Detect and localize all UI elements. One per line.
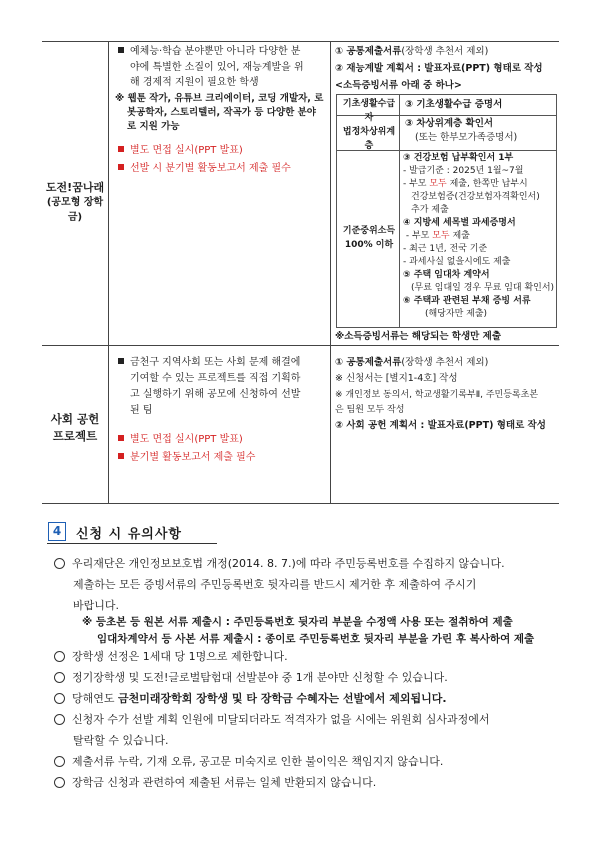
notice-item: 제출서류 누락, 기재 오류, 공고문 미숙지로 인한 불이익은 책임지지 않습니다.	[54, 751, 443, 772]
doc-footer-note: ※소득증빙서류는 해당되는 학생만 제출	[335, 331, 501, 342]
sub-content: ③ 기초생활수급 증명서	[405, 99, 503, 110]
notice-reference: ※ 등초본 등 원본 서류 제출시 : 주민등록번호 뒷자리 부분을 수정액 사용 또는 절취하여 제출	[82, 616, 513, 628]
sub-content: ③ 차상위계층 확인서 (또는 한부모가족증명서)	[405, 118, 518, 143]
circle-bullet-icon	[54, 777, 65, 788]
square-bullet-icon	[118, 358, 124, 364]
circle-bullet-icon	[54, 558, 65, 569]
notice-item-cont: 바랍니다.	[73, 599, 120, 612]
bullet-item: 예체능·학습 분야뿐만 아니라 다양한 분 야에 특별한 소질이 있어, 재능계발을 위 해 경제적 지원이 필요한 학생	[118, 44, 326, 91]
notice-item: 신청자 수가 선발 계획 인원에 미달되더라도 적격자가 없을 시에는 위원회 심사과정에서	[54, 709, 490, 730]
bullet-item-red: 별도 면접 실시(PPT 발표)	[118, 143, 326, 159]
square-bullet-icon	[118, 47, 124, 53]
circle-bullet-icon	[54, 714, 65, 725]
reference-note: ※ 웹툰 작가, 유튜브 크리에이터, 코딩 개발자, 로 봇공학자, 스토리텔러, 작곡가 등 다양한 분야 로 지원 가능	[115, 93, 324, 132]
category-dream	[42, 180, 108, 225]
circle-bullet-icon	[54, 693, 65, 704]
bullet-item-red: 별도 면접 실시(PPT 발표)	[118, 432, 326, 448]
bullet-item-red: 선발 시 분기별 활동보고서 제출 필수	[118, 161, 326, 177]
square-bullet-icon	[118, 453, 124, 459]
doc-line: ① 공통제출서류(장학생 추천서 제외)	[335, 357, 489, 368]
doc-line: ※ 개인정보 동의서, 학교생활기록부Ⅱ, 주민등록초본	[335, 390, 539, 400]
sub-label: 법정차상위계층	[342, 127, 396, 151]
notice-item-cont: 제출하는 모든 증빙서류의 주민등록번호 뒷자리를 반드시 제거한 후 제출하여 주시기	[73, 578, 477, 591]
doc-line: <소득증빙서류 아래 중 하나>	[335, 80, 462, 91]
doc-line: ② 사회 공헌 계획서 : 발표자료(PPT) 형태로 작성	[335, 420, 546, 431]
bullet-item-red: 분기별 활동보고서 제출 필수	[118, 450, 326, 466]
category-subtitle: (공모형 장학금)	[46, 197, 104, 223]
income-proof-table	[336, 94, 557, 328]
bullet-item: 금천구 지역사회 또는 사회 문제 해결에 기여할 수 있는 프로젝트를 직접 기획하 고 실행하기 위해 공모에 신청하여 선발 된 팀	[118, 355, 326, 419]
sub-label: 기준중위소득 100% 이하	[342, 226, 396, 250]
square-bullet-icon	[118, 146, 124, 152]
circle-bullet-icon	[54, 756, 65, 767]
table-bottom-border	[42, 503, 559, 504]
doc-line: ② 재능계발 계획서 : 발표자료(PPT) 형태로 작성	[335, 63, 543, 74]
category-title: 도전!꿈나래	[45, 181, 105, 194]
table-col-divider-1	[108, 41, 109, 504]
table-col-divider-2	[330, 41, 331, 504]
square-bullet-icon	[118, 164, 124, 170]
notice-item: 당해연도 금천미래장학회 장학생 및 타 장학금 수혜자는 선발에서 제외됩니다.	[54, 688, 447, 709]
sub-table-divider	[399, 95, 400, 327]
doc-line: 은 팀원 모두 작성	[335, 405, 405, 415]
sub-label: 기초생활수급자	[342, 99, 396, 123]
category-subtitle: 프로젝트	[52, 429, 98, 443]
square-bullet-icon	[118, 435, 124, 441]
circle-bullet-icon	[54, 672, 65, 683]
section-underline	[47, 543, 217, 544]
table-row-divider	[42, 345, 559, 346]
section-number: 4	[48, 522, 66, 541]
doc-line: ※ 신청서는 [별지1-4호] 작성	[335, 373, 458, 384]
notice-item: 정기장학생 및 도전!글로벌탐험대 선발분야 중 1개 분야만 신청할 수 있습니다.	[54, 667, 448, 688]
notice-item: 장학금 신청과 관련하여 제출된 서류는 일체 반환되지 않습니다.	[54, 772, 376, 793]
sub-content: ③ 건강보험 납부확인서 1부 - 발급기준 : 2025년 1월~7월 - 부모 모두 제출, 한쪽만 납부시 건강보험증(건강보험자격확인서) 추가 제출 ④ 지방세 세목별 과세증명서 - 부모 모두 제출 - 최근 1년, 전국 기준 - 과세사실 없을시에도 제출 ⑤ 주택 임대차 계약서 (무료 임대일 경우 무료 임대 확인서) ⑥ 주택과 관련된 부채 증빙 서류 (해당자만 제출)	[403, 153, 555, 319]
table-top-border	[42, 41, 559, 42]
section-title: 신청 시 유의사항	[76, 527, 182, 542]
notice-item-cont: 탈락할 수 있습니다.	[73, 734, 169, 747]
category-social	[42, 411, 108, 445]
doc-line: ① 공통제출서류(장학생 추천서 제외)	[335, 46, 489, 57]
circle-bullet-icon	[54, 651, 65, 662]
notice-item: 장학생 선정은 1세대 당 1명으로 제한합니다.	[54, 646, 288, 667]
notice-item: 우리재단은 개인정보보호법 개정(2014. 8. 7.)에 따라 주민등록번호를 수집하지 않습니다.	[54, 553, 505, 574]
notice-reference: 임대차계약서 등 사본 서류 제출시 : 종이로 주민등록번호 뒷자리 부분을 가린 후 복사하여 제출	[97, 633, 535, 645]
category-title: 사회 공헌	[50, 412, 100, 426]
